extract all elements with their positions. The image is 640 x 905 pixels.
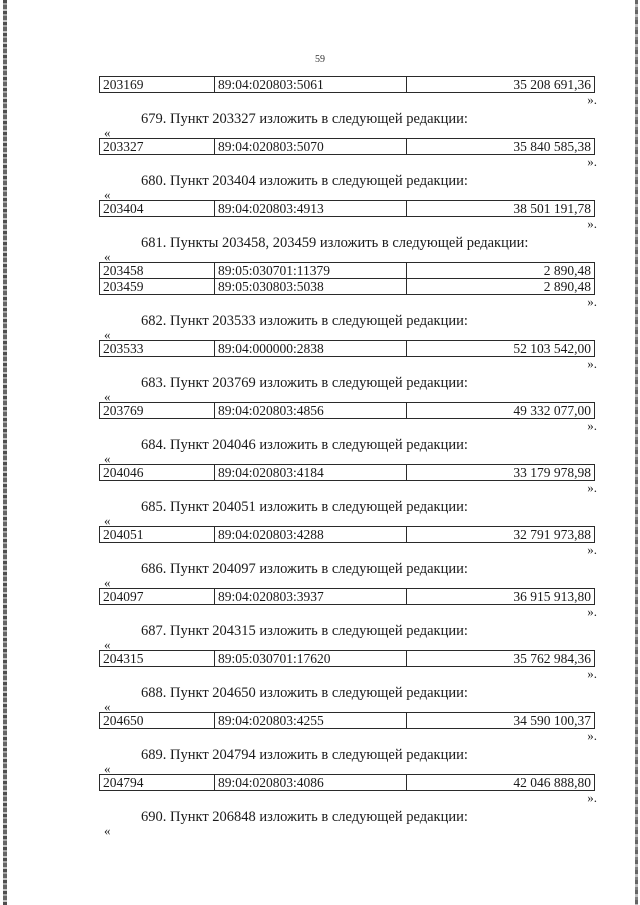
row-id: 204046 xyxy=(103,465,144,480)
row-id: 203459 xyxy=(103,279,144,294)
open-quote: « xyxy=(104,761,111,776)
open-quote: « xyxy=(104,327,111,342)
close-quote: ». xyxy=(587,790,597,805)
instruction-text: 688. Пункт 204650 изложить в следующей редакции: xyxy=(141,685,468,701)
open-quote: « xyxy=(104,125,111,140)
table-row xyxy=(99,76,595,93)
table-row xyxy=(99,588,595,605)
close-quote: ». xyxy=(587,356,597,371)
table-row xyxy=(99,200,595,217)
amendment-688 xyxy=(0,685,640,742)
row-cadastral-number: 89:04:020803:4913 xyxy=(214,201,324,216)
row-cadastral-number: 89:04:020803:4255 xyxy=(214,713,324,728)
close-quote: ». xyxy=(587,542,597,557)
open-quote: « xyxy=(104,823,111,838)
amendment-679 xyxy=(0,111,640,168)
close-quote: ». xyxy=(587,604,597,619)
instruction-text: 689. Пункт 204794 изложить в следующей редакции: xyxy=(141,747,468,763)
row-cadastral-number: 89:04:020803:3937 xyxy=(214,589,324,604)
instruction-text: 683. Пункт 203769 изложить в следующей редакции: xyxy=(141,375,468,391)
amendment-682 xyxy=(0,313,640,370)
amendment-681 xyxy=(0,235,640,308)
open-quote: « xyxy=(104,451,111,466)
instruction-text: 690. Пункт 206848 изложить в следующей редакции: xyxy=(141,809,468,825)
amendment-686 xyxy=(0,561,640,618)
row-value: 49 332 077,00 xyxy=(406,403,594,418)
row-value: 42 046 888,80 xyxy=(406,775,594,790)
row-cadastral-number: 89:04:020803:4856 xyxy=(214,403,324,418)
open-quote: « xyxy=(104,187,111,202)
row-id: 203327 xyxy=(103,139,144,154)
page-number: 59 xyxy=(315,54,325,65)
table-row xyxy=(99,340,595,357)
table-row xyxy=(99,279,595,295)
row-value: 2 890,48 xyxy=(406,279,594,294)
row-cadastral-number: 89:04:020803:5070 xyxy=(214,139,324,154)
row-id: 203458 xyxy=(103,263,144,278)
row-cadastral-number: 89:05:030701:11379 xyxy=(214,263,330,278)
row-id: 203533 xyxy=(103,341,144,356)
row-cadastral-number: 89:04:020803:4288 xyxy=(214,527,324,542)
table-row xyxy=(99,712,595,729)
row-cadastral-number: 89:05:030803:5038 xyxy=(214,279,324,294)
row-value: 38 501 191,78 xyxy=(406,201,594,216)
row-id: 203404 xyxy=(103,201,144,216)
row-id: 204097 xyxy=(103,589,144,604)
close-quote: ». xyxy=(587,418,597,433)
top-table xyxy=(0,76,640,106)
open-quote: « xyxy=(104,513,111,528)
row-value: 35 840 585,38 xyxy=(406,139,594,154)
amendment-685 xyxy=(0,499,640,556)
instruction-text: 679. Пункт 203327 изложить в следующей редакции: xyxy=(141,111,468,127)
open-quote: « xyxy=(104,575,111,590)
row-value: 35 762 984,36 xyxy=(406,651,594,666)
open-quote: « xyxy=(104,699,111,714)
row-id: 204794 xyxy=(103,775,144,790)
row-value: 32 791 973,88 xyxy=(406,527,594,542)
table-row xyxy=(99,262,595,279)
row-id: 204315 xyxy=(103,651,144,666)
row-cadastral-number: 89:04:020803:5061 xyxy=(214,77,324,92)
instruction-text: 680. Пункт 203404 изложить в следующей редакции: xyxy=(141,173,468,189)
open-quote: « xyxy=(104,637,111,652)
table-row xyxy=(99,650,595,667)
amendment-687 xyxy=(0,623,640,680)
row-cadastral-number: 89:05:030701:17620 xyxy=(214,651,331,666)
row-value: 36 915 913,80 xyxy=(406,589,594,604)
instruction-text: 686. Пункт 204097 изложить в следующей редакции: xyxy=(141,561,468,577)
row-value: 2 890,48 xyxy=(406,263,594,278)
row-id: 203769 xyxy=(103,403,144,418)
amendment-684 xyxy=(0,437,640,494)
row-value: 33 179 978,98 xyxy=(406,465,594,480)
row-value: 34 590 100,37 xyxy=(406,713,594,728)
row-id: 203169 xyxy=(103,77,144,92)
close-quote: ». xyxy=(587,92,597,107)
table-row xyxy=(99,464,595,481)
amendment-689 xyxy=(0,747,640,804)
row-cadastral-number: 89:04:020803:4086 xyxy=(214,775,324,790)
table-row xyxy=(99,526,595,543)
row-cadastral-number: 89:04:020803:4184 xyxy=(214,465,324,480)
close-quote: ». xyxy=(587,294,597,309)
table-row xyxy=(99,138,595,155)
instruction-text: 681. Пункты 203458, 203459 изложить в следующей редакции: xyxy=(141,235,529,251)
amendment-680 xyxy=(0,173,640,230)
close-quote: ». xyxy=(587,216,597,231)
table-row xyxy=(99,402,595,419)
amendment-690 xyxy=(0,809,640,836)
row-value: 35 208 691,36 xyxy=(406,77,594,92)
close-quote: ». xyxy=(587,480,597,495)
close-quote: ». xyxy=(587,666,597,681)
row-id: 204051 xyxy=(103,527,144,542)
table-row xyxy=(99,774,595,791)
open-quote: « xyxy=(104,249,111,264)
row-id: 204650 xyxy=(103,713,144,728)
instruction-text: 687. Пункт 204315 изложить в следующей редакции: xyxy=(141,623,468,639)
row-cadastral-number: 89:04:000000:2838 xyxy=(214,341,324,356)
document-body xyxy=(0,76,640,836)
instruction-text: 682. Пункт 203533 изложить в следующей редакции: xyxy=(141,313,468,329)
instruction-text: 684. Пункт 204046 изложить в следующей редакции: xyxy=(141,437,468,453)
close-quote: ». xyxy=(587,154,597,169)
open-quote: « xyxy=(104,389,111,404)
amendment-683 xyxy=(0,375,640,432)
instruction-text: 685. Пункт 204051 изложить в следующей редакции: xyxy=(141,499,468,515)
row-value: 52 103 542,00 xyxy=(406,341,594,356)
close-quote: ». xyxy=(587,728,597,743)
